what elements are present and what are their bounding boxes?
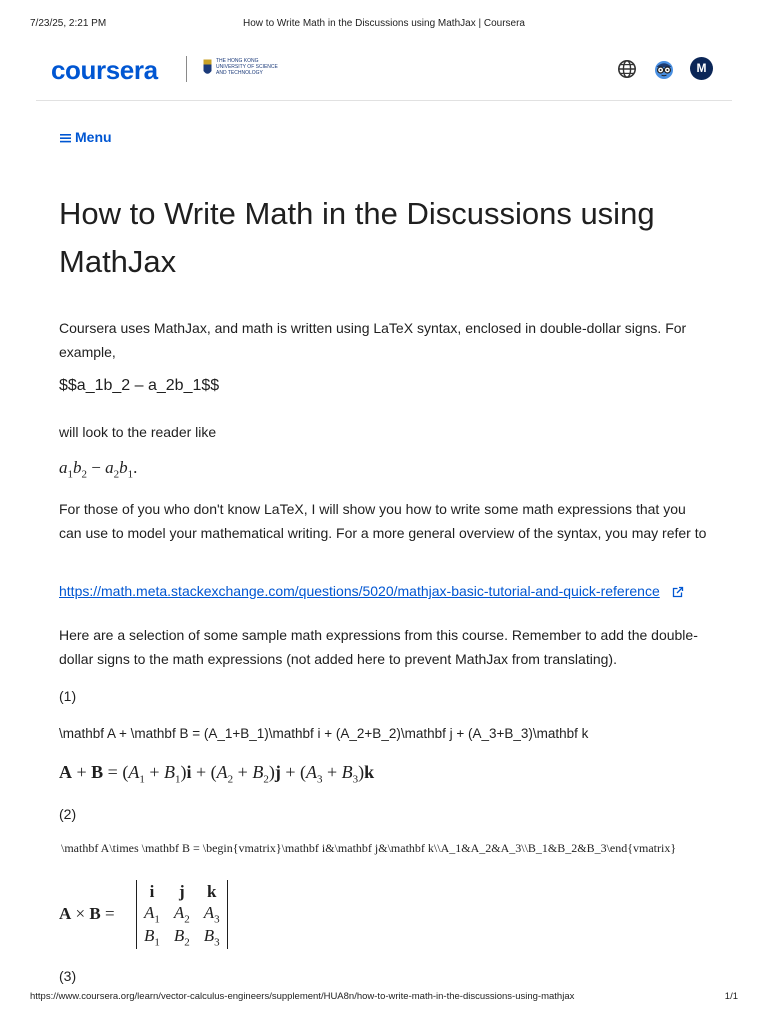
- print-footer: [30, 991, 738, 1004]
- example-1-source: \mathbf A + \mathbf B = (A_1+B_1)\mathbf i + (A_2+B_2)\mathbf j + (A_3+B_3)\mathbf k: [59, 726, 589, 741]
- page-title: How to Write Math in the Discussions using MathJax: [59, 196, 655, 279]
- globe-icon[interactable]: [616, 58, 638, 80]
- partner-line: AND TECHNOLOGY: [216, 70, 263, 76]
- matrix-lhs: A × B =: [59, 904, 115, 923]
- example-2-source: \mathbf A\times \mathbf B = \begin{vmatrix}\mathbf i&\mathbf j&\mathbf k\\A_1&A_2&A_3\\B_1&B_2&B_3\end{vmatrix}: [61, 841, 677, 855]
- print-page-number: 1/1: [724, 991, 738, 1002]
- latex-paragraph: For those of you who don't know LaTeX, I will show you how to write some math expressions that you can use to model your mathematical writing. For a more general overview of the syntax, you may refer to: [59, 501, 707, 541]
- print-page-title: How to Write Math in the Discussions using MathJax | Coursera: [243, 18, 525, 29]
- hamburger-icon: [60, 133, 71, 143]
- external-link-icon[interactable]: [672, 586, 684, 598]
- example-source: $$a_1b_2 – a_2b_1$$: [59, 377, 220, 394]
- selection-note: Here are a selection of some sample math expressions from this course. Remember to add the double-dollar signs to the math expressions (not added here to prevent MathJax from translating).: [59, 627, 698, 667]
- example-2-label: (2): [59, 806, 77, 822]
- reference-link-row: [59, 583, 684, 601]
- coursera-logo[interactable]: coursera: [51, 55, 158, 85]
- example-2-rendered-math: [59, 880, 279, 952]
- logo-divider: [186, 56, 187, 82]
- partner-logo-text[interactable]: [216, 58, 296, 76]
- example-1-label: (1): [59, 688, 77, 704]
- print-header: [30, 18, 738, 32]
- determinant-matrix: i j k $A_1$ $A_2$ $A_3$ $B_1$ $B_2$ $B_3$: [136, 880, 228, 949]
- print-url: https://www.coursera.org/learn/vector-calculus-engineers/supplement/HUA8n/how-to-write-math-in-the-discussions-using-mathjax: [30, 991, 575, 1002]
- article-body: [59, 190, 709, 984]
- rendered-example-math: $a_1b_2 - a_2b_1$.: [59, 458, 138, 481]
- intro-paragraph: Coursera uses MathJax, and math is written using LaTeX syntax, enclosed in double-dollar signs. For example,: [59, 320, 687, 360]
- print-datetime: 7/23/25, 2:21 PM: [30, 18, 107, 29]
- partner-line: THE HONG KONG: [216, 58, 259, 64]
- look-like-text: will look to the reader like: [59, 424, 217, 440]
- menu-button[interactable]: [60, 129, 112, 145]
- menu-label: Menu: [75, 129, 112, 145]
- example-3-label: (3): [59, 968, 77, 984]
- reference-link[interactable]: https://math.meta.stackexchange.com/questions/5020/mathjax-basic-tutorial-and-quick-reference: [59, 583, 660, 599]
- partner-line: UNIVERSITY OF SCIENCE: [216, 64, 278, 70]
- coach-avatar-icon[interactable]: [653, 58, 675, 80]
- university-crest-icon: [203, 59, 212, 77]
- example-1-rendered-math: $A + B = (A_1 + B_1)i + (A_2 + B_2)j + (A_3 + B_3)k$: [59, 762, 375, 786]
- user-avatar[interactable]: M: [690, 57, 713, 80]
- site-header: [36, 48, 732, 101]
